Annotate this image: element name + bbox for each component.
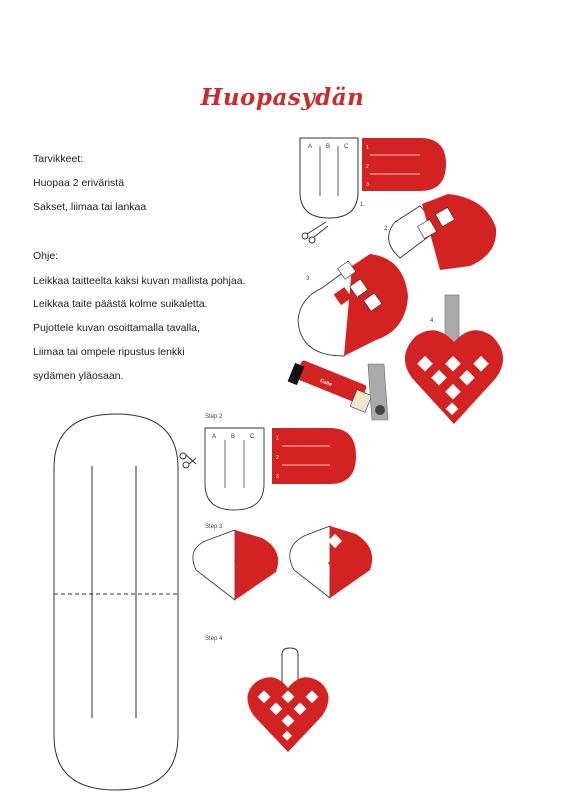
- glue-label: Colle: [318, 377, 333, 389]
- instruction-line: Leikkaa taitteelta kaksi kuvan mallista pohjaa.: [33, 275, 246, 287]
- red-pattern-piece: [272, 428, 356, 484]
- weaving-nearly-done-heart: [290, 526, 372, 598]
- strip-number-1: 1: [276, 436, 279, 442]
- supply-item: Sakset, liimaa tai lankaa: [33, 201, 147, 213]
- strip-letter-b: B: [326, 144, 331, 150]
- strip-number-1: 1: [366, 145, 369, 151]
- strip-letter-b: B: [231, 434, 236, 440]
- white-pattern-piece: [205, 428, 264, 510]
- strip-number-2: 2: [366, 164, 369, 170]
- strip-letter-c: C: [344, 144, 349, 150]
- supplies-heading: Tarvikkeet:: [33, 153, 84, 165]
- finished-heart: [247, 648, 328, 752]
- step-label: Step 2: [205, 414, 223, 420]
- strip-letter-c: C: [250, 434, 255, 440]
- instructions-heading: Ohje:: [33, 250, 59, 262]
- step-label: Step 4: [205, 636, 223, 642]
- instruction-line: Pujottele kuvan osoittamalla tavalla,: [33, 322, 200, 334]
- strip-letter-a: A: [308, 144, 313, 150]
- page-title: Huopasydän: [200, 84, 365, 111]
- strip-number-2: 2: [276, 455, 279, 461]
- strip-number-3: 3: [276, 474, 279, 480]
- step-number: 1.: [360, 202, 366, 208]
- step-number: 3.: [306, 276, 312, 282]
- step-number: 2.: [384, 226, 390, 232]
- step-number: 4.: [430, 318, 436, 324]
- instruction-line: Liimaa tai ompele ripustus lenkki: [33, 346, 185, 358]
- strip-letter-a: A: [212, 434, 217, 440]
- weaving-partial-heart: [193, 530, 278, 600]
- supply-item: Huopaa 2 eriväristä: [33, 177, 125, 189]
- strip-number-3: 3: [366, 182, 369, 188]
- instruction-line: Leikkaa taite päästä kolme suikaletta.: [33, 298, 208, 310]
- instruction-line: sydämen yläosaan.: [33, 370, 124, 382]
- step-label: Step 3: [205, 524, 223, 530]
